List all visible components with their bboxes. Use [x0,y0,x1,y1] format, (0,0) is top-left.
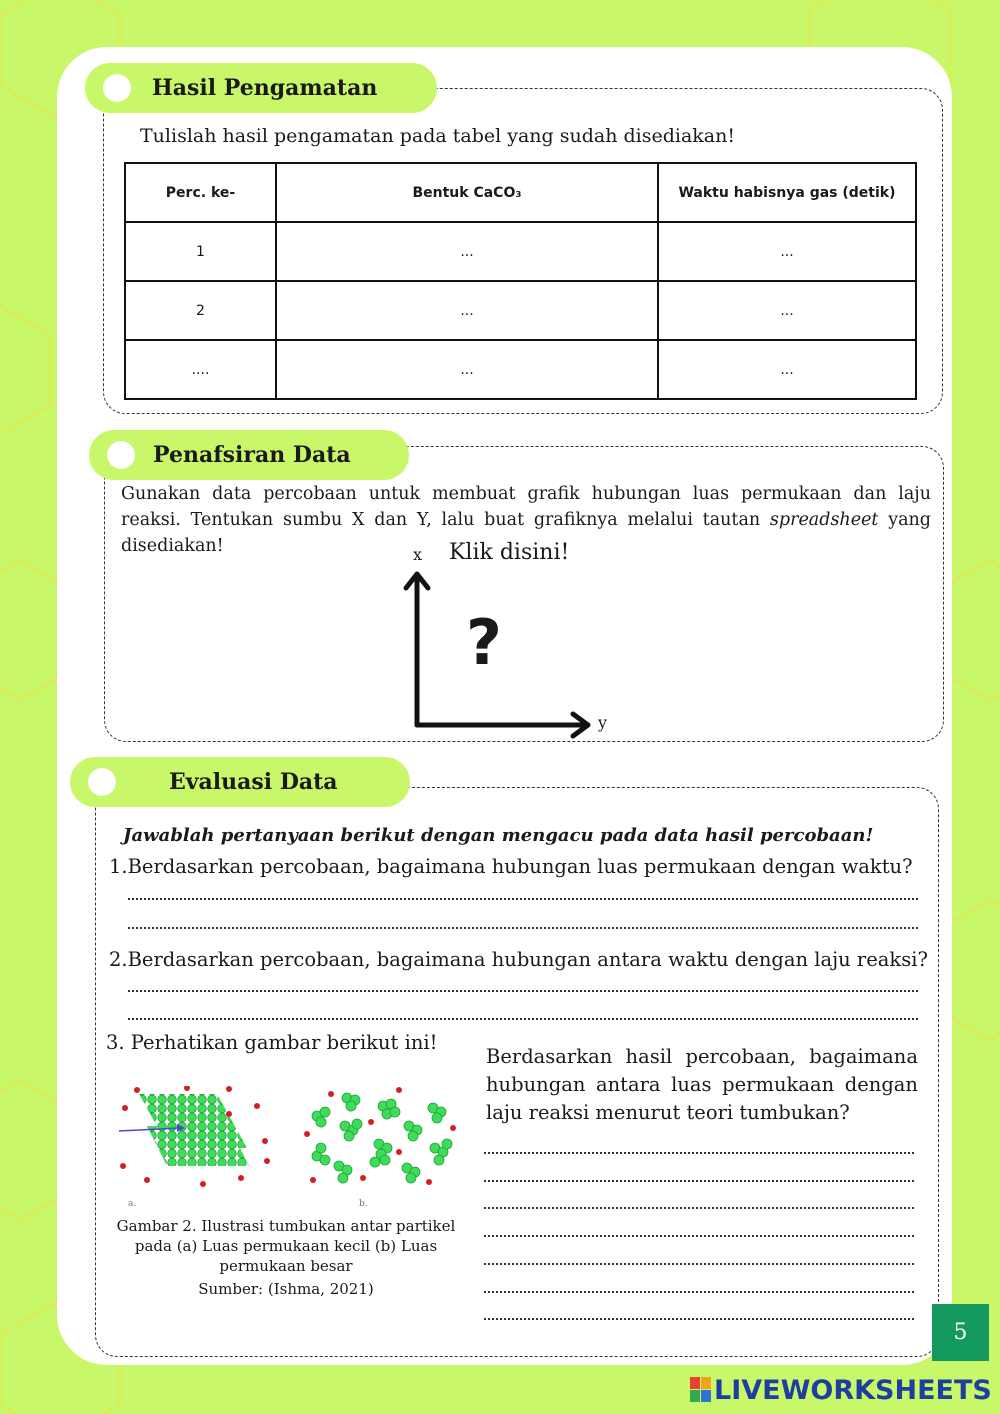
table-cell[interactable]: ... [276,222,658,281]
panel-b-large-surface [304,1087,456,1185]
table-cell[interactable]: 1 [125,222,276,281]
figure-caption: Gambar 2. Ilustrasi tumbukan antar partikel pada (a) Luas permukaan kecil (b) Luas permukaan besar [116,1217,456,1275]
question-3-prompt: Berdasarkan hasil percobaan, bagaimana hubungan antara luas permukaan dengan laju reaksi menurut teori tumbukan? [486,1045,918,1124]
question-3: 3. Perhatikan gambar berikut ini! [106,1031,438,1054]
answer-line[interactable] [128,898,918,900]
table-header-cell: Waktu habisnya gas (detik) [658,163,916,222]
answer-line[interactable] [484,1318,914,1320]
interpretation-section-header [89,430,409,480]
question-2: 2.Berdasarkan percobaan, bagaimana hubungan antara waktu dengan laju reaksi? [109,948,928,971]
observation-section-header [85,63,437,113]
answer-line[interactable] [484,1291,914,1293]
answer-line[interactable] [484,1207,914,1209]
table-header-row [125,163,916,222]
panel-a-small-surface [119,1086,270,1187]
paragraph-emphasis: spreadsheet [769,510,879,530]
table-row [125,281,916,340]
spreadsheet-link[interactable]: Klik disini! [449,540,570,565]
bullet-dot-icon [107,441,135,469]
axis-y-label: y [598,713,608,732]
answer-line[interactable] [484,1235,914,1237]
paragraph-text: Gunakan data percobaan untuk membuat grafik hubungan luas permukaan dan laju reaksi. Tentukan sumbu X dan Y, lalu buat grafiknya melalui tautan [121,484,931,530]
answer-line[interactable] [484,1263,914,1265]
answer-line[interactable] [484,1180,914,1182]
collision-illustration [117,1086,457,1211]
figure-label-a: a. [128,1199,137,1209]
observation-table [124,162,917,400]
answer-line[interactable] [128,1018,918,1020]
evaluation-instruction: Jawablah pertanyaan berikut dengan mengacu pada data hasil percobaan! [123,825,874,846]
page-number-badge: 5 [932,1304,989,1361]
table-row [125,222,916,281]
brand-name: LIVEWORKSHEETS [714,1374,992,1406]
table-header-cell: Bentuk CaCO₃ [276,163,658,222]
section-title: Hasil Pengamatan [152,75,378,101]
question-1: 1.Berdasarkan percobaan, bagaimana hubungan luas permukaan dengan waktu? [109,855,913,878]
table-row [125,340,916,399]
table-cell[interactable]: 2 [125,281,276,340]
figure-label-b: b. [359,1199,368,1209]
answer-line[interactable] [128,927,918,929]
figure-source: Sumber: (Ishma, 2021) [198,1280,374,1298]
bullet-dot-icon [103,74,131,102]
section-title: Evaluasi Data [169,769,338,795]
table-header-cell: Perc. ke- [125,163,276,222]
axis-x-label: x [413,545,423,564]
answer-line[interactable] [128,990,918,992]
question-mark-icon: ? [466,606,502,679]
table-cell[interactable]: .... [125,340,276,399]
observation-instruction: Tulislah hasil pengamatan pada tabel yang sudah disediakan! [140,125,735,147]
liveworksheets-logo-icon [690,1377,712,1403]
brand-logo [690,1373,992,1407]
answer-line[interactable] [484,1152,914,1154]
table-cell[interactable]: ... [658,222,916,281]
table-cell[interactable]: ... [658,340,916,399]
evaluation-section-header [70,757,410,807]
table-cell[interactable]: ... [276,281,658,340]
bullet-dot-icon [88,768,116,796]
paragraph-text: yang disediakan! [121,510,931,556]
table-cell[interactable]: ... [276,340,658,399]
table-cell[interactable]: ... [658,281,916,340]
section-title: Penafsiran Data [153,442,351,468]
